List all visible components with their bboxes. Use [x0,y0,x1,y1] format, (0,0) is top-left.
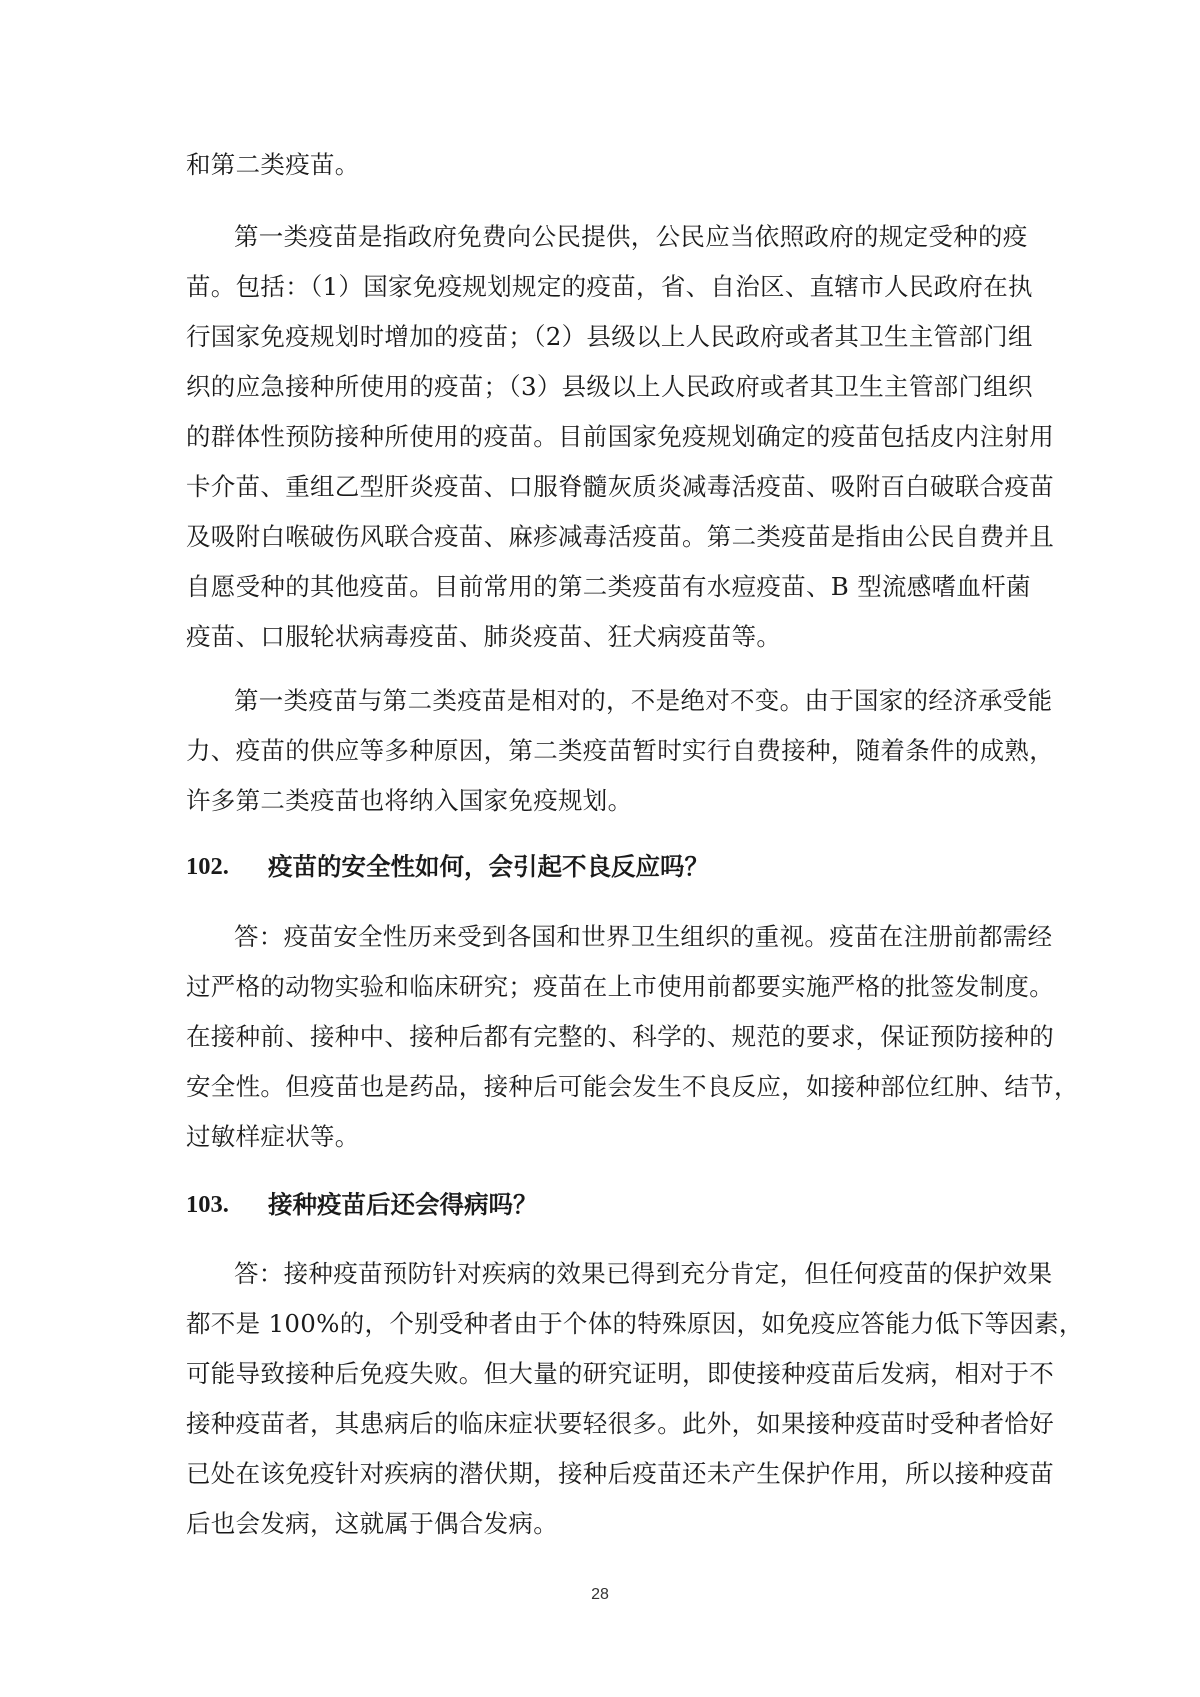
paragraph-3-line: 力、疫苗的供应等多种原因，第二类疫苗暂时实行自费接种，随着条件的成熟， [186,736,1054,765]
paragraph-3-line: 许多第二类疫苗也将纳入国家免疫规划。 [186,786,633,815]
answer-103-line: 接种疫苗者，其患病后的临床症状要轻很多。此外，如果接种疫苗时受种者恰好 [186,1409,1054,1438]
paragraph-2-line: 织的应急接种所使用的疫苗；（3）县级以上人民政府或者其卫生主管部门组织 [186,372,1033,401]
paragraph-2-line: 疫苗、口服轮状病毒疫苗、肺炎疫苗、狂犬病疫苗等。 [186,622,782,651]
paragraph-2-line: 的群体性预防接种所使用的疫苗。目前国家免疫规划确定的疫苗包括皮内注射用 [186,422,1054,451]
answer-102-line: 安全性。但疫苗也是药品，接种后可能会发生不良反应，如接种部位红肿、结节， [186,1072,1079,1101]
answer-102-line: 过严格的动物实验和临床研究；疫苗在上市使用前都要实施严格的批签发制度。 [186,972,1054,1001]
answer-103-line: 答：接种疫苗预防针对疾病的效果已得到充分肯定，但任何疫苗的保护效果 [234,1259,1053,1288]
answer-103-line: 可能导致接种后免疫失败。但大量的研究证明，即使接种疫苗后发病，相对于不 [186,1359,1054,1388]
page-number: 28 [591,1586,609,1603]
answer-103-line: 都不是 100%的，个别受种者由于个体的特殊原因，如免疫应答能力低下等因素， [186,1309,1084,1338]
answer-102-line: 过敏样症状等。 [186,1122,360,1151]
paragraph-2-line: 自愿受种的其他疫苗。目前常用的第二类疫苗有水痘疫苗、B 型流感嗜血杆菌 [186,572,1031,601]
answer-103-line: 后也会发病，这就属于偶合发病。 [186,1509,558,1538]
paragraph-3-line: 第一类疫苗与第二类疫苗是相对的，不是绝对不变。由于国家的经济承受能 [234,686,1053,715]
paragraph-2-line: 卡介苗、重组乙型肝炎疫苗、口服脊髓灰质炎减毒活疫苗、吸附百白破联合疫苗 [186,472,1054,501]
question-title: 疫苗的安全性如何，会引起不良反应吗？ [268,852,709,881]
question-title: 接种疫苗后还会得病吗？ [268,1190,538,1219]
question-number: 103. [186,1191,229,1218]
paragraph-2-line: 及吸附白喉破伤风联合疫苗、麻疹减毒活疫苗。第二类疫苗是指由公民自费并且 [186,522,1054,551]
question-number: 102. [186,853,229,880]
paragraph-1-line: 和第二类疫苗。 [186,150,360,179]
answer-102-line: 答：疫苗安全性历来受到各国和世界卫生组织的重视。疫苗在注册前都需经 [234,922,1053,951]
paragraph-2-line: 行国家免疫规划时增加的疫苗；（2）县级以上人民政府或者其卫生主管部门组 [186,322,1033,351]
answer-103-line: 已处在该免疫针对疾病的潜伏期，接种后疫苗还未产生保护作用，所以接种疫苗 [186,1459,1054,1488]
paragraph-2-line: 第一类疫苗是指政府免费向公民提供，公民应当依照政府的规定受种的疫 [234,222,1028,251]
paragraph-2-line: 苗。包括：（1）国家免疫规划规定的疫苗，省、自治区、直辖市人民政府在执 [186,272,1033,301]
answer-102-line: 在接种前、接种中、接种后都有完整的、科学的、规范的要求，保证预防接种的 [186,1022,1054,1051]
